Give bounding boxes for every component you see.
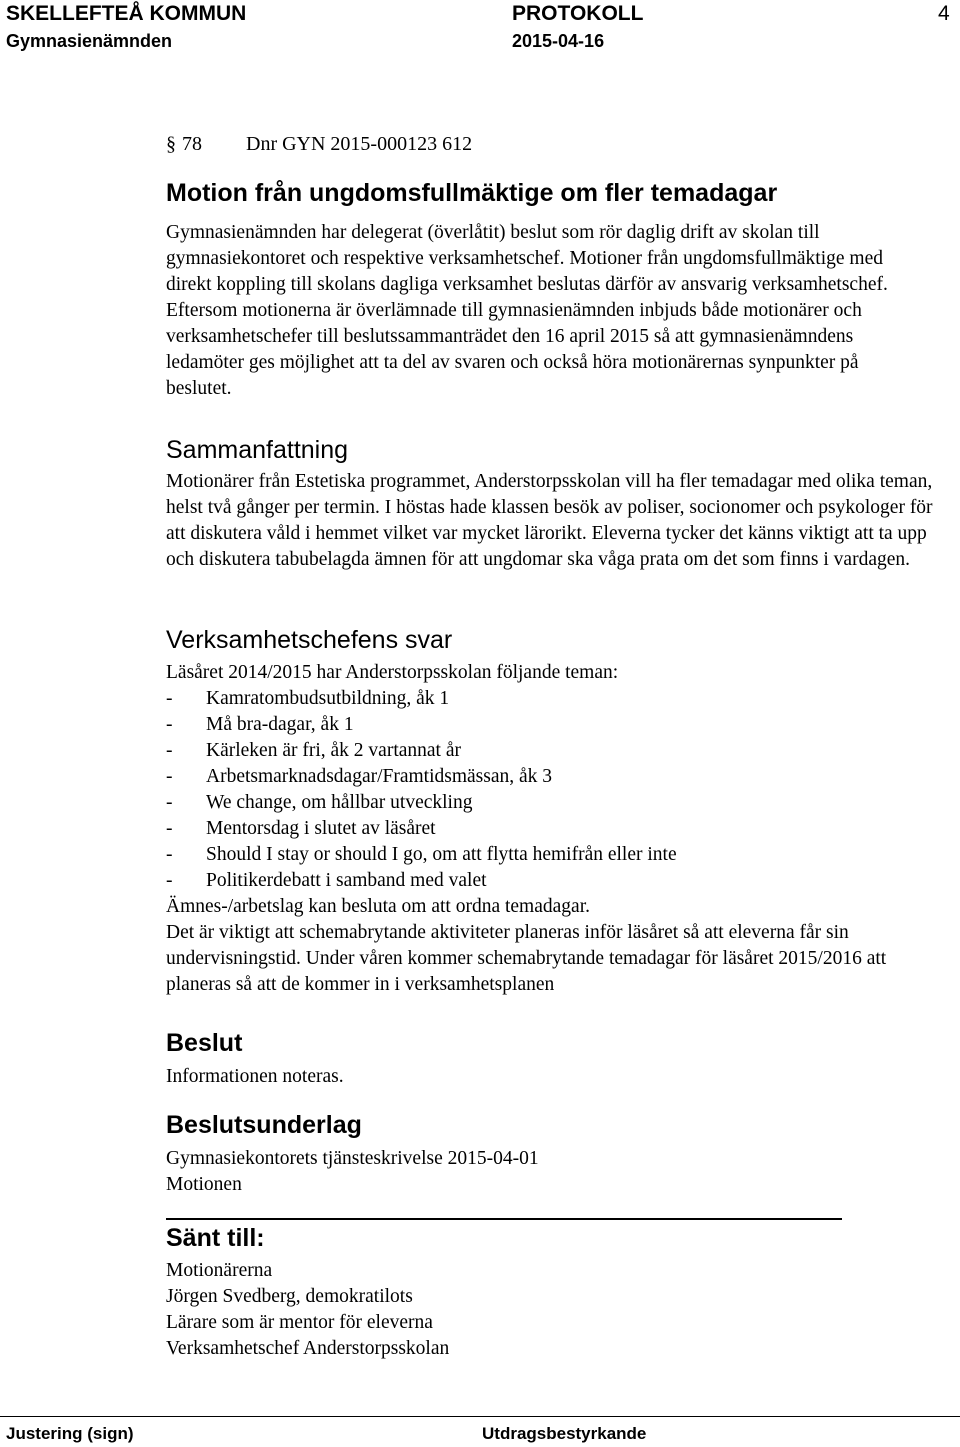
case-dnr: Dnr GYN 2015-000123 612 — [246, 133, 473, 155]
list-item-text: Mentorsdag i slutet av läsåret — [206, 818, 436, 839]
basis-item: Motionen — [166, 1174, 242, 1195]
response-lead: Läsåret 2014/2015 har Anderstorpsskolan följande teman: — [166, 662, 619, 683]
board-name: Gymnasienämnden — [6, 31, 173, 51]
list-item-text: We change, om hållbar utveckling — [206, 792, 473, 813]
meeting-date: 2015-04-16 — [512, 31, 605, 51]
basis-heading: Beslutsunderlag — [166, 1111, 362, 1139]
paragraph-symbol: § — [166, 133, 176, 155]
page-number: 4 — [938, 2, 950, 25]
case-number: 78 — [182, 133, 202, 155]
list-item-text: Arbetsmarknadsdagar/Framtidsmässan, åk 3 — [206, 766, 553, 787]
sent-to-heading: Sänt till: — [166, 1224, 265, 1252]
recipient: Jörgen Svedberg, demokratilots — [166, 1286, 413, 1307]
list-item: - Kamratombudsutbildning, åk 1 — [166, 686, 946, 712]
decision-text: Informationen noteras. — [166, 1066, 344, 1087]
org-name: SKELLEFTEÅ KOMMUN — [6, 2, 247, 25]
footer-justering: Justering (sign) — [6, 1424, 134, 1443]
intro-paragraph — [166, 220, 926, 402]
list-item-text: Må bra-dagar, åk 1 — [206, 714, 354, 735]
response-section — [166, 660, 946, 998]
footer-utdragsbestyrkande: Utdragsbestyrkande — [482, 1424, 647, 1443]
list-item: - We change, om hållbar utveckling — [166, 790, 946, 816]
response-after-2: Det är viktigt att schemabrytande aktiviteter planeras inför läsåret så att eleverna får sin undervisningstid. Under våren kommer schemabrytande temadagar för läsåret 2015/2016 att planeras så att de kommer in i verksamhetsplanen — [166, 922, 887, 995]
document-type: PROTOKOLL — [512, 2, 644, 25]
page-title: Motion från ungdomsfullmäktige om fler temadagar — [166, 179, 778, 207]
summary-text: Motionärer från Estetiska programmet, Anderstorpsskolan vill ha fler temadagar med olika teman, helst två gånger per termin. I höstas hade klassen besök av poliser, socionomer och psykologer för att diskutera våld i hemmet vilket var mycket lärorikt. Eleverna tycker det känns viktigt att ta upp och diskutera tabubelagda ämnen för att ungdomar ska våga prata om det som finns i vardagen. — [166, 471, 933, 570]
response-after-1: Ämnes-/arbetslag kan besluta om att ordna temadagar. — [166, 896, 590, 917]
list-item: - Politikerdebatt i samband med valet — [166, 868, 946, 894]
basis-list — [166, 1146, 539, 1198]
list-item: - Kärleken är fri, åk 2 vartannat år — [166, 738, 946, 764]
list-item: - Mentorsdag i slutet av läsåret — [166, 816, 946, 842]
list-item-text: Kärleken är fri, åk 2 vartannat år — [206, 740, 461, 761]
summary-paragraph — [166, 469, 941, 573]
decision-heading: Beslut — [166, 1029, 243, 1057]
themes-list — [166, 686, 946, 894]
response-heading: Verksamhetschefens svar — [166, 626, 453, 654]
basis-item: Gymnasiekontorets tjänsteskrivelse 2015-04-01 — [166, 1148, 539, 1169]
list-item-text: Should I stay or should I go, om att flytta hemifrån eller inte — [206, 844, 677, 865]
recipient: Verksamhetschef Anderstorpsskolan — [166, 1338, 450, 1359]
list-item: - Må bra-dagar, åk 1 — [166, 712, 946, 738]
decision-section — [166, 1064, 344, 1090]
list-item: - Arbetsmarknadsdagar/Framtidsmässan, åk 3 — [166, 764, 946, 790]
list-item-text: Kamratombudsutbildning, åk 1 — [206, 688, 450, 709]
summary-heading: Sammanfattning — [166, 436, 349, 464]
list-item: - Should I stay or should I go, om att flytta hemifrån eller inte — [166, 842, 946, 868]
footer-divider — [0, 1416, 960, 1417]
recipient: Lärare som är mentor för eleverna — [166, 1312, 433, 1333]
divider — [166, 1218, 842, 1220]
recipient: Motionärerna — [166, 1260, 273, 1281]
list-item-text: Politikerdebatt i samband med valet — [206, 870, 487, 891]
intro-text: Gymnasienämnden har delegerat (överlåtit) beslut som rör daglig drift av skolan till gymnasiekontoret och respektive verksamhetschef. Motioner från ungdomsfullmäktige med direkt koppling till skolans dagliga verksamhet beslutas därför av ansvarig verksamhetschef. Eftersom motionerna är överlämnade till gymnasienämnden inbjuds både motionärer och verksamhetschefer till beslutssammanträdet den 16 april 2015 så att gymnasienämndens ledamöter ges möjlighet att ta del av svaren och också höra motionärernas synpunkter på beslutet. — [166, 222, 888, 399]
sent-to-list — [166, 1258, 449, 1362]
